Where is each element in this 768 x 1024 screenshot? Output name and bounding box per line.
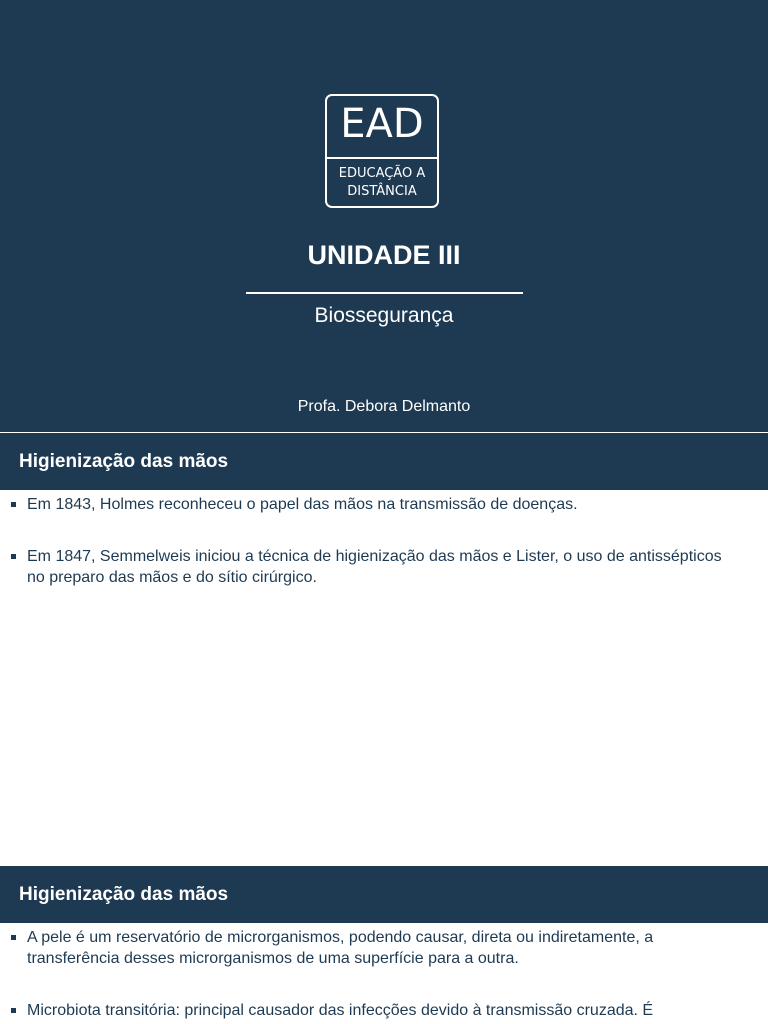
ead-logo — [325, 94, 439, 208]
bullet-square-icon — [11, 935, 16, 940]
logo-divider — [327, 157, 437, 159]
slide-header — [0, 433, 768, 490]
bullet-list — [0, 927, 768, 1024]
logo-main-text: EAD — [340, 101, 424, 147]
slide-title: Higienização das mãos — [19, 884, 229, 905]
bullet-text: A pele é um reservatório de microrganismos, podendo causar, direta ou indiretamente, a transferência desses microrganismos de uma superfície para a outra. — [27, 929, 654, 967]
bullet-text: Microbiota transitória: principal causador das infecções devido à transmissão cruzada. É — [27, 1002, 654, 1019]
logo-subtitle-line-1: EDUCAÇÃO A — [338, 166, 426, 181]
unit-title: UNIDADE III — [307, 240, 461, 270]
logo-subtitle — [327, 165, 437, 201]
bullet-item — [0, 546, 768, 588]
slide-header — [0, 866, 768, 923]
bullet-square-icon — [11, 554, 16, 559]
bullet-text: Em 1843, Holmes reconheceu o papel das mãos na transmissão de doenças. — [27, 496, 578, 513]
bullet-list — [0, 494, 768, 619]
logo-subtitle-line-2: DISTÂNCIA — [347, 184, 417, 199]
bullet-item — [0, 494, 768, 515]
slide-title: Higienização das mãos — [19, 451, 229, 472]
bullet-square-icon — [11, 1008, 16, 1013]
bullet-square-icon — [11, 502, 16, 507]
title-divider — [246, 292, 523, 294]
bullet-text: Em 1847, Semmelweis iniciou a técnica de higienização das mãos e Lister, o uso de antissépticos no preparo das mãos e do sítio cirúrgico. — [27, 548, 722, 586]
professor-name: Profa. Debora Delmanto — [297, 398, 471, 415]
bullet-item — [0, 927, 768, 969]
content-slide-1 — [0, 433, 768, 866]
subject-title: Biossegurança — [314, 304, 454, 327]
content-slide-2 — [0, 866, 768, 1024]
title-slide — [0, 0, 768, 432]
bullet-item — [0, 1000, 768, 1021]
